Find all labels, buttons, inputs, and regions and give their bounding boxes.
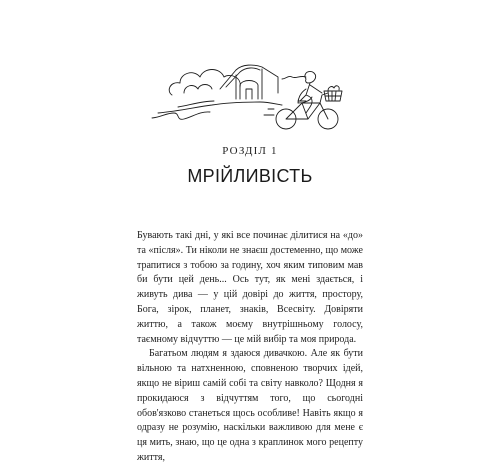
cloud-outline	[169, 70, 240, 96]
house-arch	[240, 81, 258, 100]
girl-on-bicycle-with-basket-illustration	[150, 55, 350, 135]
ground-swoosh	[178, 101, 214, 107]
paragraph: Багатьом людям я здаюся дивачкою. Але як бути вільною та натхненною, сповненою творчих ідей, якщо не віриш самій собі та світу навколо? Щодня я прокидаюся з відчуттям того, що сьогодні обов'язково станеться щось особливе! Навіть якщо я одразу не розумію, наскільки важливою для мене є ця мить, знаю, що це одна з краплинок мого рецепту життя,	[137, 348, 363, 463]
girl-hair	[282, 76, 306, 79]
girl-head	[305, 71, 316, 83]
chapter-title: МРІЙЛИВІСТЬ	[187, 166, 313, 186]
basket-flowers	[328, 86, 339, 91]
chapter-body	[137, 229, 363, 466]
chapter-label: РОЗДІЛ 1	[222, 145, 278, 157]
house-roof-inner	[226, 68, 260, 87]
cloud-outline-inner	[184, 85, 212, 94]
basket-weave	[325, 91, 341, 101]
motion-lines	[264, 109, 274, 115]
bicycle-handlebar	[320, 93, 328, 103]
paragraph: Бувають такі дні, у які все починає ділитися на «до» та «після». Ти ніколи не знаєш достеменно, що може трапитися з тобою за годину, хоч яким типовим мав би бути цей день... Ось тут, як мені здається, і живуть дива — у цій довірі до життя, простору, Бога, зірок, планет, знаків, Всесвіту. Довіряти життю, а також моєму внутрішньому голосу, таємному відчуттю — це мій вибір та моя природа.	[137, 230, 363, 345]
house-door	[246, 89, 252, 99]
ground-line	[158, 102, 282, 113]
